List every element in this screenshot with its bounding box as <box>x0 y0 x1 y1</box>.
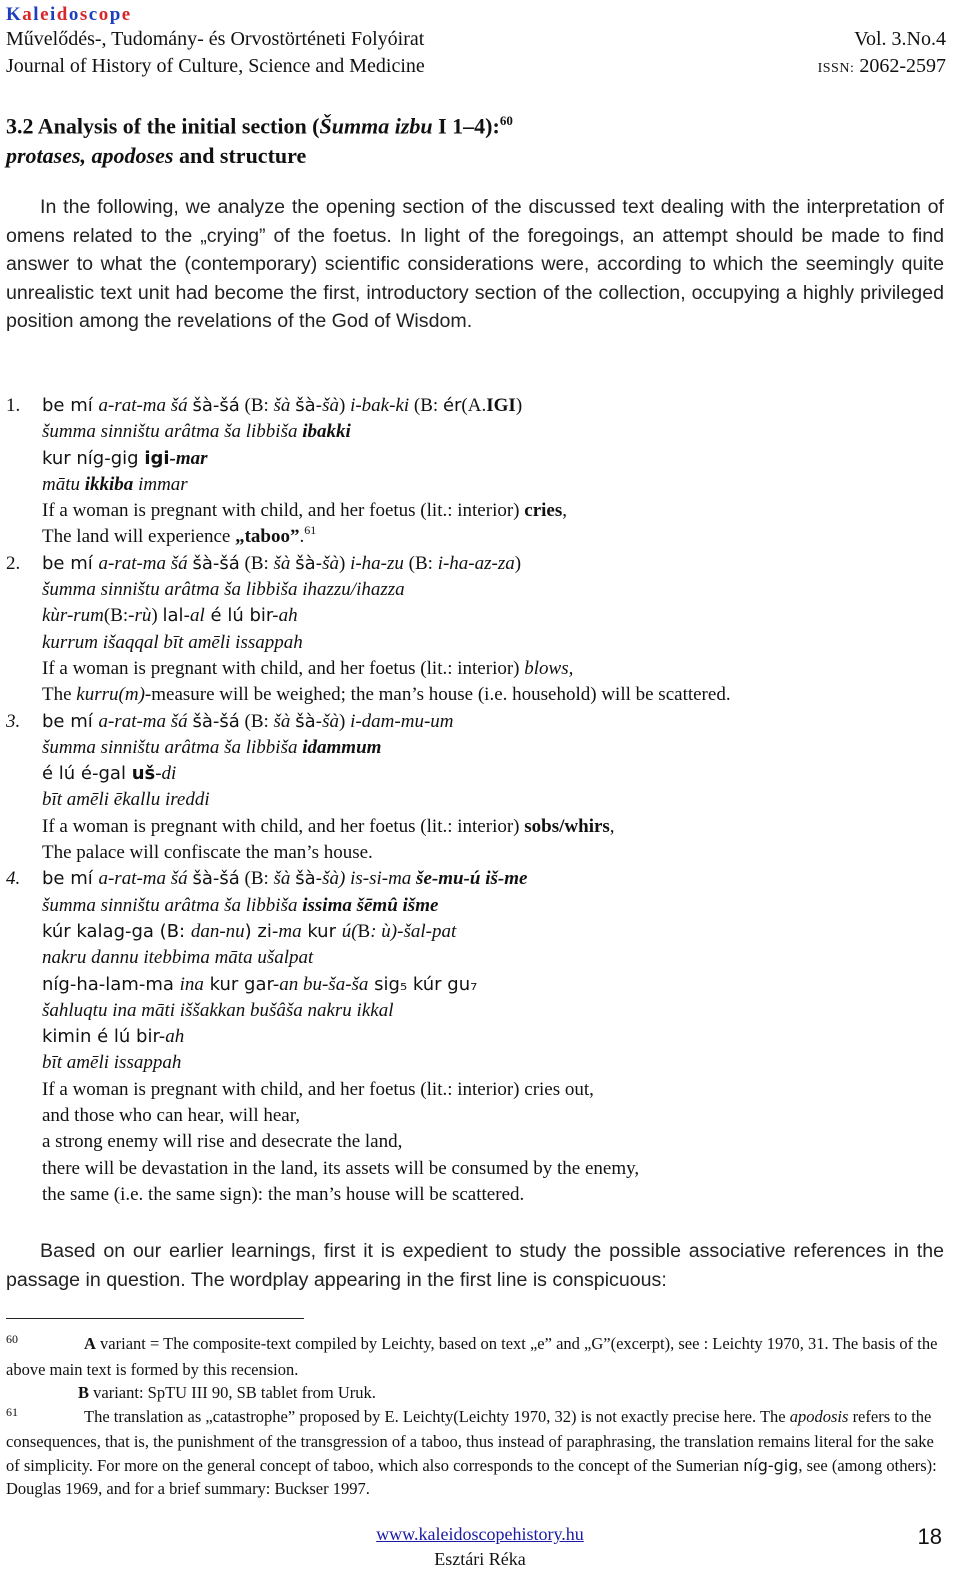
omen-4-translation-5: the same (i.e. the same sign): the man’s house will be scattered. <box>42 1183 525 1205</box>
heading-line2: and structure <box>173 143 307 169</box>
heading-line2-italic: protases, apodoses <box>6 143 174 169</box>
brand-letter: a <box>22 4 34 25</box>
omen-3-apodosis-normalization: bīt amēli ēkallu ireddi <box>42 789 210 811</box>
omen-4-apodosis-translit-1: kúr kalag-ga (B: dan-nu) zi-ma kur ú(B: ù)-šal-pat <box>42 920 457 942</box>
footnote-61: 61 The translation as „catastrophe” proposed by E. Leichty(Leichty 1970, 32) is not exactly precise here. The apodosis refers to the consequences, that is, the punishment of the transgression of a taboo, thus instead of paraphrasing, the translation remains literal for the sake of simplicity. For more on the general concept of taboo, which also corresponds to the concept of the Sumerian níg-gig, see (among others): Douglas 1969, and for a brief summary: Buckser 1997. <box>6 1405 942 1501</box>
omen-2-translation-apodosis: The kurru(m)-measure will be weighed; the man’s house (i.e. household) will be scattered. <box>42 684 731 706</box>
footnote-number: 60 <box>6 1332 18 1346</box>
omen-3-transliteration: 3. be mí a-rat-ma šá šà-šá (B: šà šà-šà) i-dam-mu-um <box>6 709 946 735</box>
intro-paragraph <box>6 193 944 336</box>
footnote-60: 60 A variant = The composite-text compiled by Leichty, based on text „e” and „G”(excerpt), see : Leichty 1970, 31. The basis of the above main text is formed by this recension. <box>6 1332 942 1381</box>
omen-list <box>6 393 946 1208</box>
brand-letter: o <box>98 4 110 25</box>
issn-label: ISSN: <box>817 61 855 76</box>
brand-letter: o <box>68 4 80 25</box>
footnote-60-variant-b: B variant: SpTU III 90, SB tablet from Uruk. <box>78 1383 376 1402</box>
omen-number: 2. <box>6 552 21 574</box>
omen-3-translation-apodosis: The palace will confiscate the man’s house. <box>42 842 373 864</box>
journal-brand-logo <box>6 4 946 26</box>
omen-4-apodosis-translit-3: kimin é lú bir-ah <box>42 1026 185 1048</box>
omen-4-normalization: šumma sinništu arâtma ša libbiša issima šēmû išme <box>42 894 439 916</box>
omen-4-transliteration: 4. be mí a-rat-ma šá šà-šá (B: šà šà-šà) is-si-ma še-mu-ú iš-me <box>6 866 946 892</box>
closing-text: Based on our earlier learnings, first it is expedient to study the possible associative references in the passage in question. The wordplay appearing in the first line is conspicuous: <box>6 1240 944 1291</box>
brand-letter: K <box>6 4 23 25</box>
omen-number: 3. <box>6 710 21 732</box>
intro-text: In the following, we analyze the opening section of the discussed text dealing with the interpretation of omens related to the „crying” of the foetus. In light of the foregoings, an attempt should be made to find answer to what the (contemporary) scientific considerations were, according to which the seemingly quite unrealistic text unit had become the first, introductory section of the collection, occupying a highly privileged position among the revelations of the God of Wisdom. <box>6 196 944 333</box>
footnote-ref-61[interactable]: 61 <box>304 523 317 538</box>
brand-letter: p <box>109 4 122 25</box>
brand-letter: s <box>79 4 89 25</box>
volume-number: Vol. 3.No.4 <box>854 28 946 50</box>
omen-4-translation-1: If a woman is pregnant with child, and her foetus (lit.: interior) cries out, <box>42 1078 594 1100</box>
omen-1-translation-protasis: If a woman is pregnant with child, and her foetus (lit.: interior) cries, <box>42 500 567 522</box>
omen-1-apodosis-normalization: mātu ikkiba immar <box>42 473 188 495</box>
omen-3-apodosis-translit: é lú é-gal uš-di <box>42 763 177 785</box>
issn-value: 2062-2597 <box>859 55 946 77</box>
omen-2-transliteration: 2. be mí a-rat-ma šá šà-šá (B: šà šà-šà) i-ha-zu (B: i-ha-az-za) <box>6 551 946 577</box>
header-row-1 <box>6 26 946 53</box>
omen-2-translation-protasis: If a woman is pregnant with child, and her foetus (lit.: interior) blows, <box>42 657 574 679</box>
journal-header <box>6 4 946 82</box>
brand-letter: e <box>40 4 50 25</box>
footnote-ref-60[interactable]: 60 <box>499 113 513 128</box>
omen-1-translation-apodosis: The land will experience „taboo”.$^{61}$ <box>42 523 317 548</box>
footnotes <box>6 1332 942 1501</box>
header-row-2 <box>6 53 946 82</box>
journal-subtitle-english: Journal of History of Culture, Science and Medicine <box>6 55 425 77</box>
omen-4-apodosis-normalization-1: nakru dannu itebbima māta ušalpat <box>42 947 314 969</box>
issn <box>818 53 946 82</box>
brand-letter: e <box>121 4 132 25</box>
omen-4-translation-4: there will be devastation in the land, its assets will be consumed by the enemy, <box>42 1157 640 1179</box>
closing-paragraph <box>6 1237 944 1294</box>
omen-4-apodosis-translit-2: níg-ha-lam-ma ina kur gar-an bu-ša-ša sig₅ kúr gu₇ <box>42 973 478 995</box>
omen-2-apodosis-normalization: kurrum išaqqal bīt amēli issappah <box>42 631 303 653</box>
omen-4-translation-2: and those who can hear, will hear, <box>42 1105 301 1127</box>
brand-letter: c <box>88 4 99 25</box>
omen-3-normalization: šumma sinništu arâtma ša libbiša idammum <box>42 736 382 758</box>
omen-4-apodosis-normalization-2: šahluqtu ina māti iššakkan bušâša nakru ikkal <box>42 999 394 1021</box>
omen-2-apodosis-translit: kùr-rum(B:-rù) lal-al é lú bir-ah <box>42 605 298 627</box>
journal-subtitle-hungarian: Művelődés-, Tudomány- és Orvostörténeti Folyóirat <box>6 28 425 50</box>
omen-3-translation-protasis: If a woman is pregnant with child, and her foetus (lit.: interior) sobs/whirs, <box>42 815 615 837</box>
page-number: 18 <box>917 1524 942 1549</box>
footnote-number: 61 <box>6 1404 18 1419</box>
heading-text-2: I 1–4): <box>432 113 500 139</box>
brand-letter: l <box>33 4 41 25</box>
heading-text: 3.2 Analysis of the initial section ( <box>6 113 320 139</box>
footnote-separator <box>6 1318 304 1319</box>
omen-4-translation-3: a strong enemy will rise and desecrate the land, <box>42 1131 403 1153</box>
omen-1-normalization: šumma sinništu arâtma ša libbiša ibakki <box>42 421 351 443</box>
section-heading <box>6 106 946 171</box>
omen-1-apodosis-translit: kur níg-gig igi-mar <box>42 447 208 469</box>
author-name: Esztári Réka <box>434 1549 526 1569</box>
brand-letter: i <box>50 4 57 25</box>
omen-2-normalization: šumma sinništu arâtma ša libbiša ihazzu/ihazza <box>42 579 405 601</box>
journal-website-link[interactable]: www.kaleidoscopehistory.hu <box>376 1524 584 1544</box>
omen-1-transliteration: 1. be mí a-rat-ma šá šà-šá (B: šà šà-šà) i-bak-ki (B: ér(A.IGI) <box>6 393 946 419</box>
heading-italic: Šumma izbu <box>319 113 433 139</box>
brand-letter: d <box>56 4 69 25</box>
omen-number: 4. <box>6 868 21 890</box>
omen-4-apodosis-normalization-3: bīt amēli issappah <box>42 1052 182 1074</box>
omen-number: 1. <box>6 395 21 416</box>
